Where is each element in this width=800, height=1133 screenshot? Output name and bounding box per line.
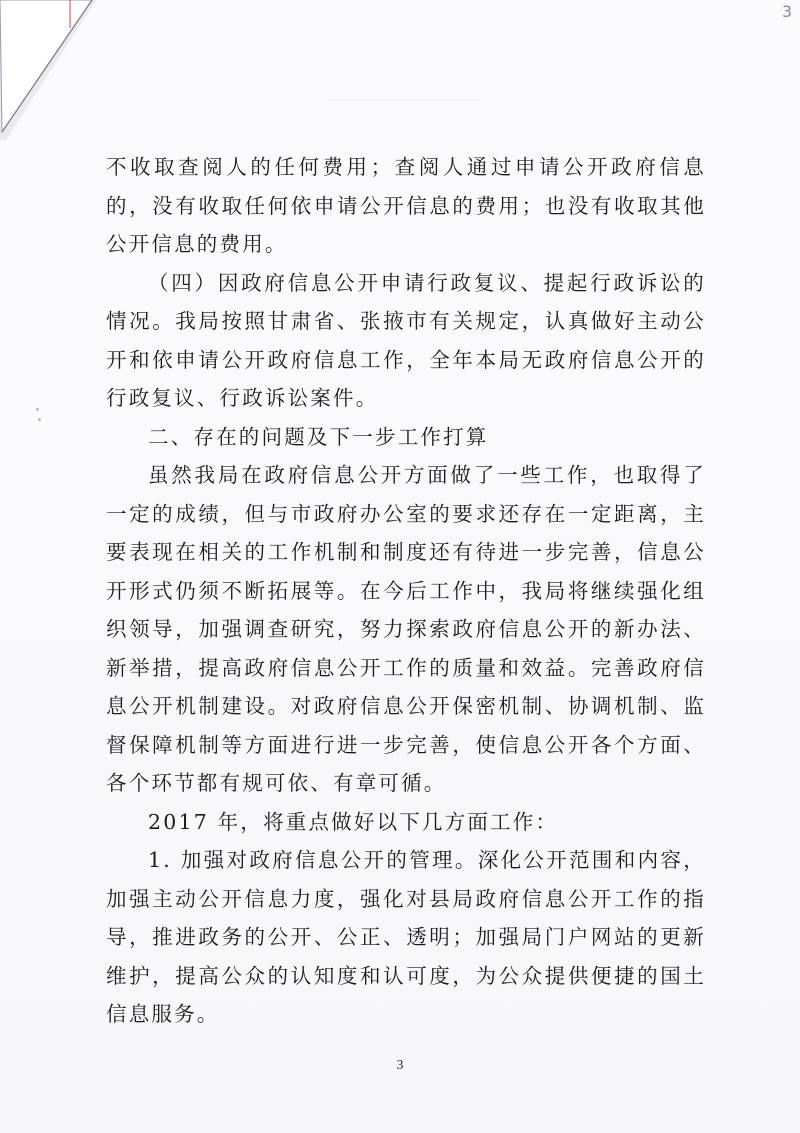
paragraph: 虽然我局在政府信息公开方面做了一些工作，也取得了一定的成绩，但与市政府办公室的要求还存在一定距离，主要表现在相关的工作机制和制度还有待进一步完善，信息公开形式仍须不断拓展等。在今后工作中，我局将继续强化组织领导，加强调查研究，努力探索政府信息公开的新办法、新举措，提高政府信息公开工作的质量和效益。完善政府信息公开机制建设。对政府信息公开保密机制、协调机制、监督保障机制等方面进行进一步完善，使信息公开各个方面、各个环节都有规可依、有章可循。: [106, 463, 706, 795]
paragraph: 1. 加强对政府信息公开的管理。深化公开范围和内容，加强主动公开信息力度，强化对县局政府信息公开工作的指导，推进政务的公开、公正、透明；加强局门户网站的更新维护，提高公众的认知度和认可度，为公众提供便捷的国土信息服务。: [106, 848, 706, 1026]
section-heading: 二、存在的问题及下一步工作打算: [148, 424, 489, 449]
scan-speck: [38, 418, 41, 421]
folded-corner: [0, 0, 110, 150]
faint-bleed-through: [330, 100, 480, 107]
folded-corner-shape: [0, 0, 110, 150]
paragraph: 2017 年，将重点做好以下几方面工作：: [148, 809, 559, 834]
scan-speck: [36, 408, 39, 411]
paragraph: （四）因政府信息公开申请行政复议、提起行政诉讼的情况。我局按照甘肃省、张掖市有关规定，认真做好主动公开和依申请公开政府信息工作，全年本局无政府信息公开的行政复议、行政诉讼案件。: [106, 270, 706, 410]
paragraph: 不收取查阅人的任何费用；查阅人通过申请公开政府信息的，没有收取任何依申请公开信息的费用；也没有收取其他公开信息的费用。: [106, 155, 706, 256]
corner-mark: 3: [781, 2, 792, 21]
page-number: 3: [396, 1058, 404, 1073]
body-text: [106, 148, 706, 1034]
